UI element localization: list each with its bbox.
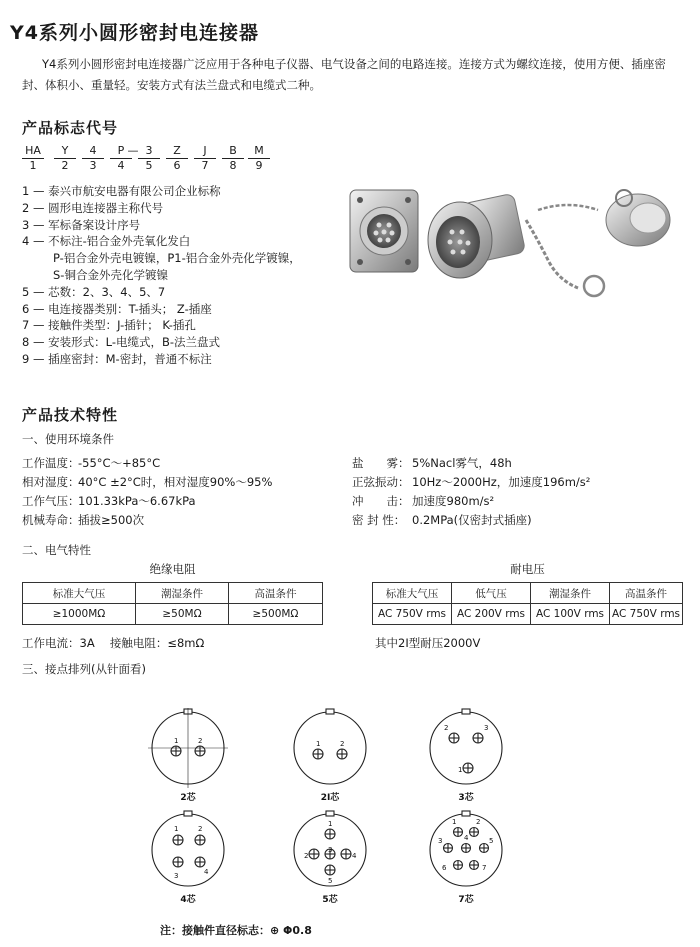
- pin-diagram-4: [152, 811, 224, 886]
- pin-number: 2: [476, 818, 481, 826]
- pin-heading: 三、接点排列(从针面看): [22, 662, 146, 676]
- legend-item: 5 — 芯数：2、3、4、5、7: [22, 284, 166, 299]
- product-photo: [348, 180, 673, 310]
- spec-value: 插拔≥500次: [78, 513, 145, 527]
- spec-value: 加速度980m/s²: [412, 494, 495, 508]
- table-header: 标准大气压: [23, 583, 136, 604]
- table-cell: AC 750V rms: [373, 604, 452, 625]
- code-letter: 3: [138, 144, 160, 159]
- pin-label: 4芯: [180, 895, 196, 905]
- code-number: 9: [255, 159, 263, 172]
- table-cell: ≥1000MΩ: [23, 604, 136, 625]
- pin-number: 1: [174, 737, 179, 745]
- pin-note: 注：接触件直径标志：⊕ Φ0.8: [160, 924, 312, 937]
- page-title: Y4系列小圆形密封电连接器: [10, 22, 259, 44]
- pin-number: 3: [174, 872, 179, 880]
- legend-item: 6 — 电连接器类别：T-插头； Z-插座: [22, 301, 212, 316]
- pin-number: 4: [464, 834, 469, 842]
- code-number: 2: [61, 159, 69, 172]
- legend-item: 4 — 不标注-铝合金外壳氧化发白: [22, 234, 191, 249]
- table-header: 潮湿条件: [136, 583, 229, 604]
- spec-key: 工作气压：: [22, 494, 80, 508]
- pin-number: 2: [304, 852, 309, 860]
- pin-label: 7芯: [458, 895, 474, 905]
- code-letter: Z: [166, 144, 188, 159]
- pin-number: 1: [174, 825, 179, 833]
- pin-number: 2: [340, 740, 345, 748]
- table-header: 高温条件: [229, 583, 323, 604]
- current-note: 工作电流：3A 接触电阻：≤8mΩ: [22, 636, 205, 650]
- table-cell: ≥50MΩ: [136, 604, 229, 625]
- env-specs-left: [22, 454, 272, 530]
- table-cell: AC 100V rms: [531, 604, 610, 625]
- legend-item: P-铝合金外壳电镀镍，P1-铝合金外壳化学镀镍，: [53, 251, 301, 266]
- pin-diagram-3: [430, 709, 502, 784]
- pin-number: 3: [438, 837, 443, 845]
- legend-item: 7 — 接触件类型：J-插针； K-插孔: [22, 318, 196, 333]
- tech-heading: 产品技术特性: [22, 406, 119, 424]
- pin-number: 3: [484, 724, 489, 732]
- spec-key: 盐 雾：: [352, 456, 410, 470]
- pin-number: 1: [452, 818, 457, 826]
- env-specs-right: [352, 454, 590, 530]
- legend-item: 9 — 插座密封：M-密封，普通不标注: [22, 351, 212, 366]
- pin-number: 4: [352, 852, 357, 860]
- table-cell: AC 750V rms: [610, 604, 683, 625]
- code-letter: M: [248, 144, 270, 159]
- code-letter: Y: [54, 144, 76, 159]
- spec-value: 5%Nacl雾气，48h: [412, 456, 512, 470]
- pin-diagram-7: [430, 811, 502, 886]
- code-diagram: [22, 144, 282, 180]
- intro-paragraph: Y4系列小圆形密封电连接器广泛应用于各种电子仪器、电气设备之间的电路连接。连接方式为螺纹连接，使用方便、插座密封、体积小、重量轻。安装方式有法兰盘式和电缆式二种。: [22, 57, 666, 92]
- code-number: 3: [89, 159, 97, 172]
- legend-item: 2 — 圆形电连接器主称代号: [22, 200, 164, 215]
- spec-key: 工作温度：: [22, 456, 80, 470]
- elec-heading: 二、电气特性: [22, 543, 91, 557]
- legend-item: 1 — 泰兴市航安电器有限公司企业标称: [22, 184, 221, 198]
- pin-number: 2: [198, 825, 203, 833]
- pin-label: 3芯: [458, 793, 474, 803]
- pin-number: 6: [442, 864, 447, 872]
- code-number: 8: [229, 159, 237, 172]
- pin-diagram-2i: [294, 709, 366, 784]
- code-number: 4: [117, 159, 125, 172]
- code-dash: —: [127, 144, 139, 157]
- pin-label: 2芯: [180, 793, 196, 803]
- pin-number: 5: [328, 877, 333, 885]
- pin-diagram-2: [148, 708, 228, 788]
- spec-key: 相对湿度：: [22, 475, 80, 489]
- table-cell: ≥500MΩ: [229, 604, 323, 625]
- code-letter: J: [194, 144, 216, 159]
- table-cell: AC 200V rms: [452, 604, 531, 625]
- pin-number: 4: [204, 868, 209, 876]
- code-number: 6: [173, 159, 181, 172]
- table-header: 高温条件: [610, 583, 683, 604]
- table-header: 潮湿条件: [531, 583, 610, 604]
- spec-value: 0.2MPa(仅密封式插座): [412, 513, 532, 527]
- spec-value: -55°C～+85°C: [78, 456, 161, 470]
- voltage-note: 其中2Ⅰ型耐压2000V: [375, 636, 481, 650]
- pin-number: 5: [489, 837, 494, 845]
- table-header: 低气压: [452, 583, 531, 604]
- code-number: 1: [29, 159, 37, 172]
- spec-key: 机械寿命：: [22, 513, 80, 527]
- legend-item: 8 — 安装形式：L-电缆式，B-法兰盘式: [22, 335, 221, 350]
- voltage-table: [372, 582, 683, 625]
- pin-number: 2: [444, 724, 449, 732]
- pin-number: 7: [482, 864, 487, 872]
- pin-number: 1: [328, 820, 333, 828]
- spec-key: 冲 击：: [352, 494, 410, 508]
- pin-number: 1: [316, 740, 321, 748]
- code-number: 7: [201, 159, 209, 172]
- code-number: 5: [145, 159, 153, 172]
- legend-item: 3 — 军标备案设计序号: [22, 217, 141, 232]
- legend-item: S-铜合金外壳化学镀镍: [53, 267, 168, 282]
- pin-number: 3: [328, 846, 333, 854]
- insulation-table: [22, 582, 323, 625]
- table-header: 标准大气压: [373, 583, 452, 604]
- code-letter: B: [222, 144, 244, 159]
- pin-layout-diagrams: [140, 700, 600, 920]
- spec-value: 10Hz～2000Hz，加速度196m/s²: [412, 475, 591, 489]
- code-letter: 4: [82, 144, 104, 159]
- voltage-caption: 耐电压: [510, 562, 545, 576]
- spec-value: 40°C ±2°C时，相对湿度90%～95%: [78, 475, 273, 489]
- spec-key: 密 封 性：: [352, 513, 406, 527]
- spec-key: 正弦振动：: [352, 475, 410, 489]
- spec-value: 101.33kPa～6.67kPa: [78, 494, 196, 508]
- code-heading: 产品标志代号: [22, 119, 119, 137]
- pin-label: 2Ⅰ芯: [320, 793, 340, 803]
- pin-label: 5芯: [322, 895, 338, 905]
- code-legend: [22, 183, 301, 368]
- pin-number: 2: [198, 737, 203, 745]
- env-heading: 一、使用环境条件: [22, 432, 114, 446]
- code-letter: P: [110, 144, 132, 159]
- pin-number: 1: [458, 766, 463, 774]
- insulation-caption: 绝缘电阻: [149, 562, 196, 576]
- code-letter: HA: [22, 144, 44, 159]
